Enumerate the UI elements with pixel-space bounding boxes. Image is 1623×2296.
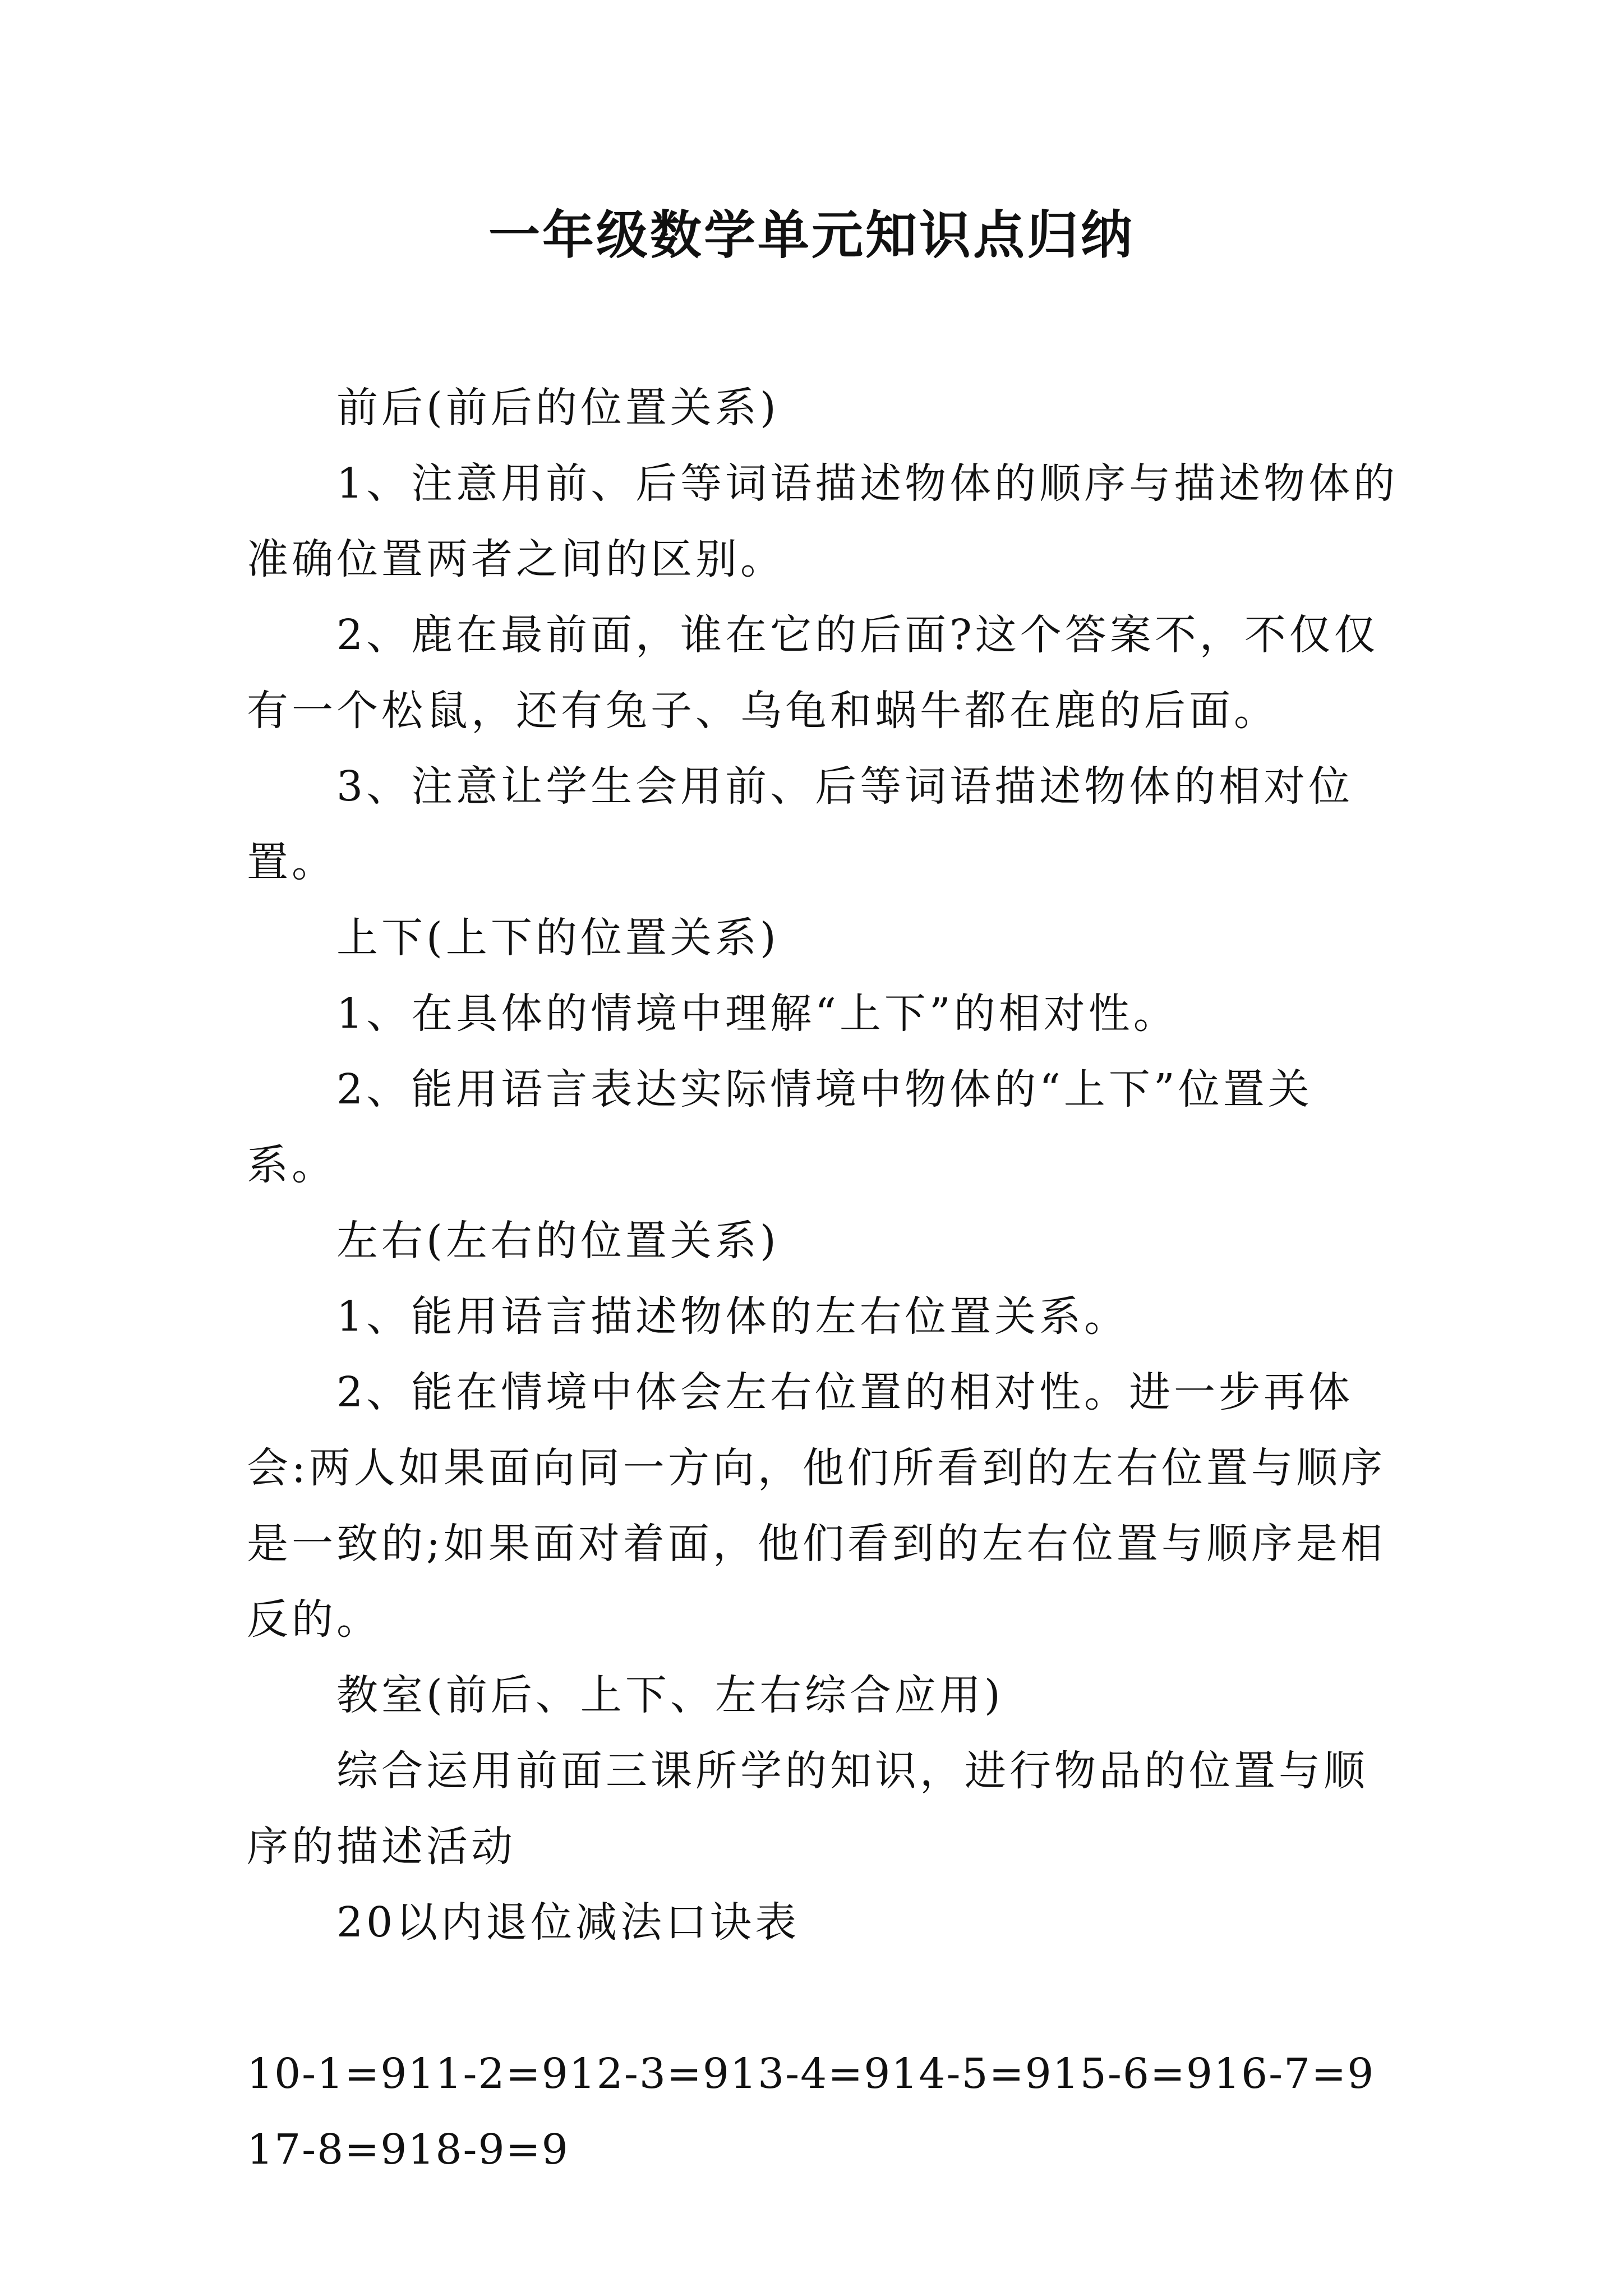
paragraph: 2、能在情境中体会左右位置的相对性。进一步再体会:两人如果面向同一方向，他们所看到的左右位置与顺序是一致的;如果面对着面，他们看到的左右位置与顺序是相反的。 xyxy=(247,1368,1386,1644)
paragraph-section-up-down: 上下(上下的位置关系) xyxy=(336,914,780,962)
paragraph: 2、能用语言表达实际情境中物体的“上下”位置关系。 xyxy=(247,1065,1313,1189)
blank-line xyxy=(247,1961,1402,2036)
paragraph-section-front-back: 前后(前后的位置关系) xyxy=(336,384,780,432)
paragraph: 2、鹿在最前面，谁在它的后面?这个答案不，不仅仅有一个松鼠，还有兔子、乌龟和蜗牛都在鹿的后面。 xyxy=(247,611,1379,735)
paragraph-section-subtraction-table: 20以内退位减法口诀表 xyxy=(336,1898,800,1947)
paragraph: 综合运用前面三课所学的知识，进行物品的位置与顺序的描述活动 xyxy=(247,1747,1368,1871)
paragraph-section-left-right: 左右(左右的位置关系) xyxy=(336,1217,780,1265)
paragraph: 1、注意用前、后等词语描述物体的顺序与描述物体的准确位置两者之间的区别。 xyxy=(247,459,1399,583)
subtraction-formula-line: 10-1=911-2=912-3=913-4=914-5=915-6=916-7=917-8=918-9=9 xyxy=(247,2050,1375,2174)
paragraph: 1、能用语言描述物体的左右位置关系。 xyxy=(336,1292,1129,1341)
paragraph: 1、在具体的情境中理解“上下”的相对性。 xyxy=(336,990,1178,1038)
document-title: 一年级数学单元知识点归纳 xyxy=(488,205,1135,265)
paragraph-section-classroom: 教室(前后、上下、左右综合应用) xyxy=(336,1671,1004,1719)
document-body xyxy=(247,370,1402,2188)
paragraph: 3、注意让学生会用前、后等词语描述物体的相对位置。 xyxy=(247,762,1354,886)
